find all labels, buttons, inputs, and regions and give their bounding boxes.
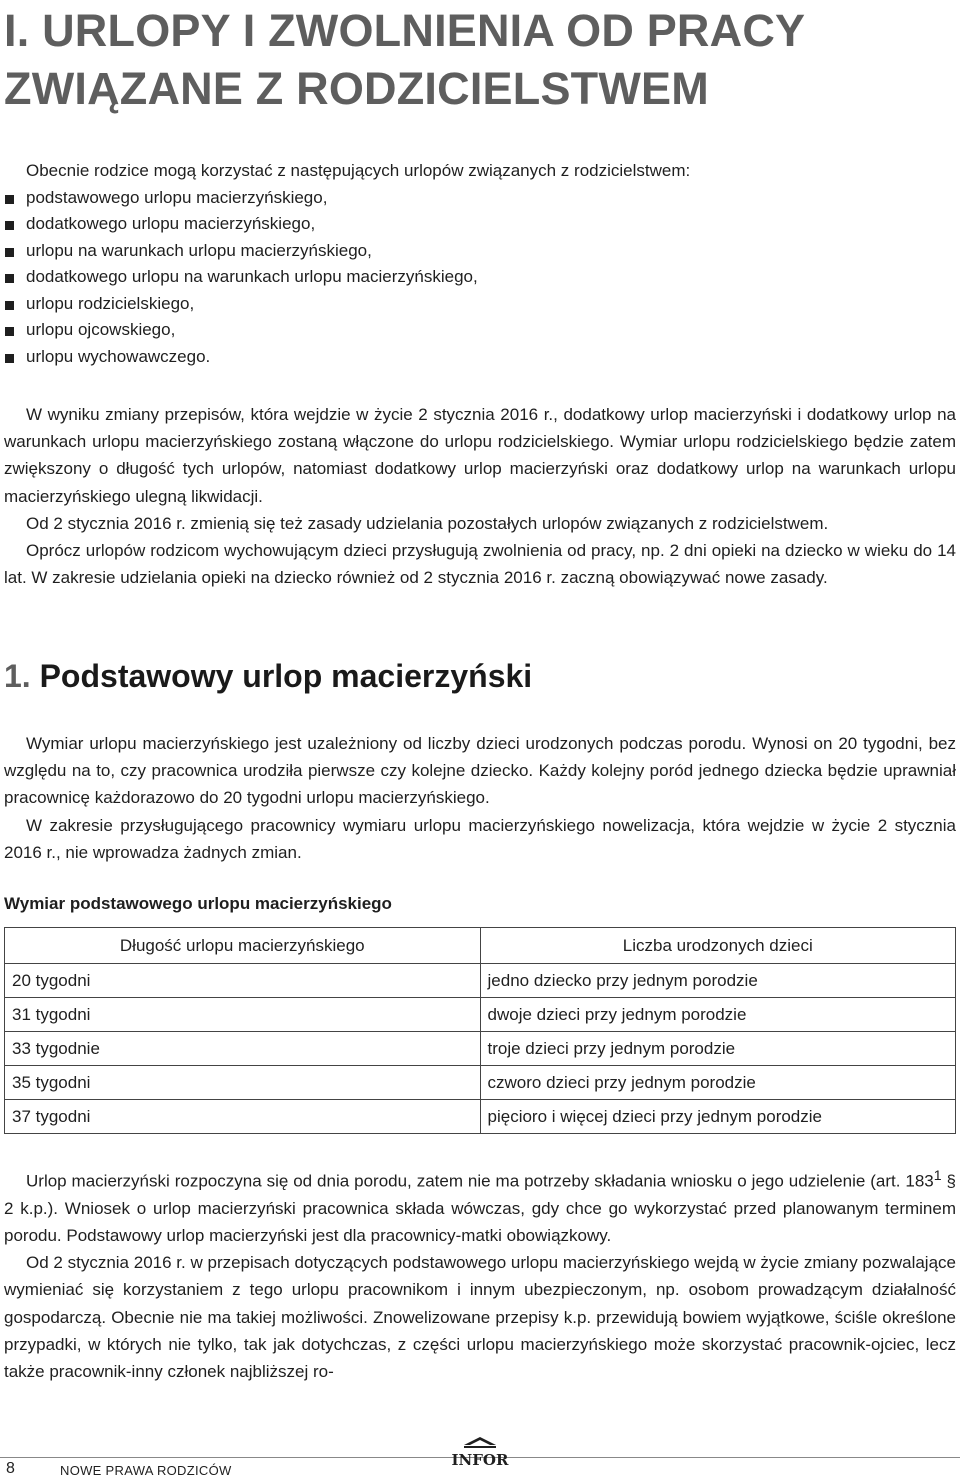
running-title: NOWE PRAWA RODZICÓW bbox=[60, 1463, 232, 1478]
paragraph: W wyniku zmiany przepisów, która wejdzie w życie 2 stycznia 2016 r., dodatkowy urlop macierzyński i dodatkowy urlop na warunkach urlopu macierzyńskiego zostaną włączone do urlopu rodzicielskiego. Wymiar urlopu rodzicielskiego będzie zatem zwiększony o długość tych urlopów, natomiast dodatkowy urlop macierzyński oraz dodatkowy urlop na warunkach urlopu macierzyńskiego ulegną likwidacji. bbox=[4, 405, 956, 506]
list-item bbox=[4, 264, 954, 291]
paragraph: Od 2 stycznia 2016 r. zmienią się też zasady udzielania pozostałych urlopów związanych z rodzicielstwem. bbox=[26, 513, 829, 533]
list-item-text: urlopu ojcowskiego, bbox=[26, 320, 176, 339]
square-bullet-icon bbox=[5, 301, 14, 310]
infor-logo bbox=[434, 1436, 526, 1472]
chapter-title-line-2: ZWIĄZANE Z RODZICIELSTWEM bbox=[4, 63, 709, 114]
square-bullet-icon bbox=[5, 248, 14, 257]
table-row bbox=[5, 998, 956, 1032]
list-item bbox=[4, 317, 954, 344]
list-item-text: dodatkowego urlopu na warunkach urlopu macierzyńskiego, bbox=[26, 267, 478, 286]
logo-wordmark: INFOR bbox=[451, 1451, 509, 1469]
table-row bbox=[5, 1032, 956, 1066]
maternity-leave-table bbox=[4, 927, 956, 1134]
table-cell: 35 tygodni bbox=[5, 1066, 481, 1100]
square-bullet-icon bbox=[5, 354, 14, 363]
paragraph: Od 2 stycznia 2016 r. w przepisach dotyczących podstawowego urlopu macierzyńskiego wejdą w życie zmiany pozwalające wymieniać się korzystaniem z tego urlopu pracownikom i innym ubezpieczonym, np. osobom prowadzącym działalność gospodarczą. Obecnie nie ma takiej możliwości. Znowelizowane przepisy k.p. przewidują bowiem wyjątkowe, ściśle określone przypadki, w których nie tylko, tak jak dotychczas, z części urlopu macierzyńskiego może skorzystać pracownik-ojciec, lecz także pracownik-inny członek najbliższej ro- bbox=[4, 1253, 956, 1382]
table-row bbox=[5, 1100, 956, 1134]
intro-block bbox=[4, 158, 954, 370]
column-header-children: Liczba urodzonych dzieci bbox=[480, 928, 955, 964]
list-item-text: urlopu na warunkach urlopu macierzyńskiego, bbox=[26, 240, 372, 260]
table-cell: 31 tygodni bbox=[5, 998, 481, 1032]
chapter-title-line-1: I. URLOPY I ZWOLNIENIA OD PRACY bbox=[4, 5, 806, 56]
paragraph: W zakresie przysługującego pracownicy wymiaru urlopu macierzyńskiego nowelizacja, która wejdzie w życie 2 stycznia 2016 r., nie wprowadza żadnych zmian. bbox=[4, 815, 956, 862]
paragraph-text: Urlop macierzyński rozpoczyna się od dnia porodu, zatem nie ma potrzeby składania wniosku o jego udzielenie (art. 183 bbox=[26, 1171, 934, 1191]
paragraph: Wymiar urlopu macierzyńskiego jest uzależniony od liczby dzieci urodzonych podczas porodu. Wynosi on 20 tygodni, bez względu na to, czy pracownica urodziła pierwsze czy kolejne dziecko. Każdy kolejny poród jednego dziecka będzie uprawniał pracownicę każdorazowo do 20 tygodni urlopu macierzyńskiego. bbox=[4, 734, 956, 808]
leave-types-list bbox=[4, 185, 954, 371]
paragraph bbox=[4, 1163, 956, 1249]
list-item bbox=[4, 238, 954, 265]
list-item bbox=[4, 185, 954, 212]
chapter-title bbox=[4, 2, 954, 118]
list-item-text: podstawowego urlopu macierzyńskiego, bbox=[26, 187, 328, 207]
paragraph: Oprócz urlopów rodzicom wychowującym dzieci przysługują zwolnienia od pracy, np. 2 dni opieki na dziecko w wieku do 14 lat. W zakresie udzielania opieki na dziecko również od 2 stycznia 2016 r. zaczną obowiązywać nowe zasady. bbox=[4, 541, 956, 588]
intro-lead: Obecnie rodzice mogą korzystać z następujących urlopów związanych z rodzicielstwem: bbox=[26, 161, 691, 180]
table-row bbox=[5, 964, 956, 998]
list-item bbox=[4, 344, 954, 371]
table-row bbox=[5, 1066, 956, 1100]
paragraph-text: § 2 k.p.). Wniosek o urlop macierzyński pracownica składa wówczas, gdy chce go wykorzystać przed planowanym terminem porodu. Podstawowy urlop macierzyński jest dla pracownicy-matki obowiązkowy. bbox=[4, 1171, 957, 1246]
table-cell: czworo dzieci przy jednym porodzie bbox=[480, 1066, 955, 1100]
section-heading bbox=[4, 656, 532, 696]
column-header-length: Długość urlopu macierzyńskiego bbox=[5, 928, 481, 964]
list-item-text: urlopu rodzicielskiego, bbox=[26, 293, 195, 313]
section-paragraphs bbox=[4, 730, 956, 866]
square-bullet-icon bbox=[5, 327, 14, 336]
table-header-row bbox=[5, 928, 956, 964]
square-bullet-icon bbox=[5, 195, 14, 204]
table-cell: 33 tygodnie bbox=[5, 1032, 481, 1066]
superscript: 1 bbox=[933, 1168, 942, 1184]
closing-paragraphs bbox=[4, 1163, 956, 1385]
list-item bbox=[4, 211, 954, 238]
square-bullet-icon bbox=[5, 221, 14, 230]
table-cell: pięcioro i więcej dzieci przy jednym porodzie bbox=[480, 1100, 955, 1134]
list-item bbox=[4, 291, 954, 318]
table-cell: troje dzieci przy jednym porodzie bbox=[480, 1032, 955, 1066]
list-item-text: urlopu wychowawczego. bbox=[26, 346, 211, 366]
list-item-text: dodatkowego urlopu macierzyńskiego, bbox=[26, 214, 316, 233]
intro-paragraphs bbox=[4, 401, 956, 591]
page-number: 8 bbox=[6, 1460, 15, 1477]
square-bullet-icon bbox=[5, 274, 14, 283]
section-title: Podstawowy urlop macierzyński bbox=[39, 658, 533, 694]
table-cell: 37 tygodni bbox=[5, 1100, 481, 1134]
section-number: 1. bbox=[4, 658, 31, 694]
table-cell: jedno dziecko przy jednym porodzie bbox=[480, 964, 955, 998]
table-cell: dwoje dzieci przy jednym porodzie bbox=[480, 998, 955, 1032]
table-cell: 20 tygodni bbox=[5, 964, 481, 998]
table-caption: Wymiar podstawowego urlopu macierzyńskiego bbox=[4, 894, 392, 913]
